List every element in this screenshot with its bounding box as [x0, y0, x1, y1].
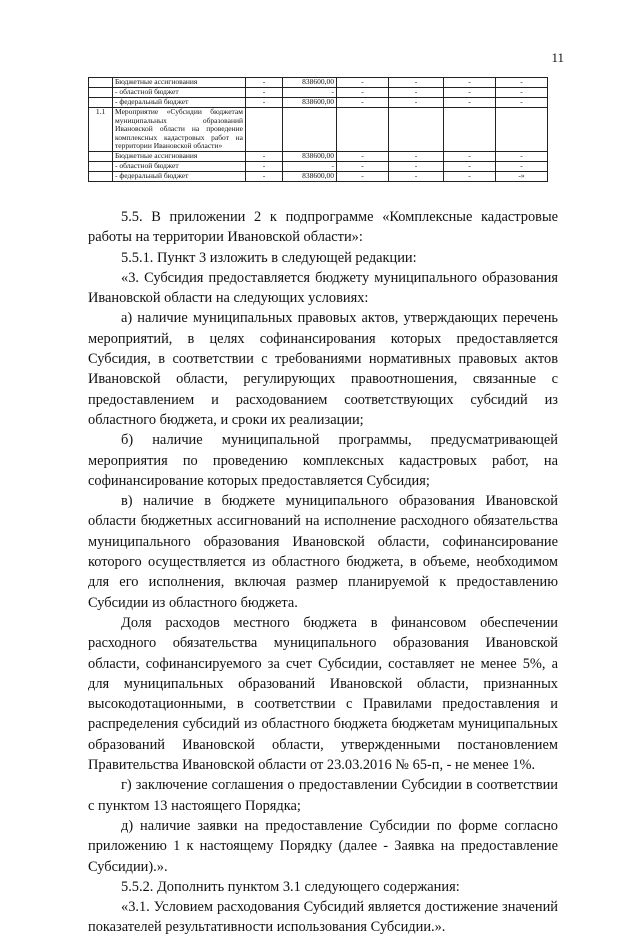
table-row	[89, 151, 548, 161]
paragraph: 5.5. В приложении 2 к подпрограмме «Комплексные кадастровые работы на территории Ивановской области»:	[88, 209, 558, 246]
budget-table	[88, 77, 548, 182]
table-row	[89, 161, 548, 171]
table-cell-name: Бюджетные ассигнования	[113, 78, 246, 88]
table-cell-value: -	[444, 171, 496, 181]
table-cell-value: -	[337, 98, 389, 108]
page-number: 11	[551, 50, 564, 65]
table-cell-number: 1.1	[89, 108, 113, 152]
table-cell-value: 838600,00	[283, 171, 337, 181]
table-cell-value: -	[246, 151, 283, 161]
table-cell-number	[89, 161, 113, 171]
table-cell-value: -	[246, 78, 283, 88]
table-cell-value: -	[444, 88, 496, 98]
table-cell-value: -	[337, 161, 389, 171]
table-cell-value	[496, 108, 548, 152]
table-cell-value: -	[389, 98, 444, 108]
table-cell-number	[89, 171, 113, 181]
table-cell-value	[444, 108, 496, 152]
table-cell-value: -	[389, 161, 444, 171]
paragraph: в) наличие в бюджете муниципального образования Ивановской области бюджетных ассигнований на исполнение расходного обязательства муниципального образования Ивановской области, софинансирование которого осуществляется из областного бюджета, в объеме, необходимом для его исполнения, включая размер планируемой к предоставлению Субсидии из областного бюджета.	[88, 493, 558, 611]
table-row	[89, 78, 548, 88]
table-cell-value: -	[389, 151, 444, 161]
table-cell-value: -	[444, 151, 496, 161]
table-cell-value: -	[246, 171, 283, 181]
table-row	[89, 108, 548, 152]
table-row	[89, 98, 548, 108]
table-cell-value: -»	[496, 171, 548, 181]
table-cell-number	[89, 88, 113, 98]
table-row	[89, 171, 548, 181]
table-cell-value: -	[337, 171, 389, 181]
table-cell-value: -	[337, 151, 389, 161]
table-cell-value	[283, 108, 337, 152]
table-cell-name: - областной бюджет	[113, 161, 246, 171]
table-cell-value	[246, 108, 283, 152]
table-cell-name: Мероприятие «Субсидии бюджетам муниципальных образований Ивановской области на проведение комплексных кадастровых работ на территории Ивановской области»	[113, 108, 246, 152]
table-cell-value: -	[496, 98, 548, 108]
table-cell-name: - федеральный бюджет	[113, 98, 246, 108]
table-cell-value: 838600,00	[283, 98, 337, 108]
table-cell-name: - федеральный бюджет	[113, 171, 246, 181]
paragraph: а) наличие муниципальных правовых актов, утверждающих перечень мероприятий, в целях софинансирования которых предоставляется Субсидия, в соответствии с требованиями нормативных правовых актов Ивановской области, регулирующих правоотношения, связанные с предоставлением и расходованием соответствующих субсидий из областного бюджета, и сроки их реализации;	[88, 310, 558, 428]
table-cell-value: 838600,00	[283, 151, 337, 161]
table-row	[89, 88, 548, 98]
paragraph: 5.5.1. Пункт 3 изложить в следующей редакции:	[121, 249, 417, 266]
paragraph: «3.1. Условием расходования Субсидий является достижение значений показателей результативности использования Субсидии.».	[88, 899, 558, 936]
paragraph: г) заключение соглашения о предоставлении Субсидии в соответствии с пунктом 13 настоящего Порядка;	[88, 777, 558, 814]
table-cell-number	[89, 151, 113, 161]
table-cell-value: -	[246, 161, 283, 171]
table-cell-value: -	[283, 161, 337, 171]
table-cell-value: -	[444, 161, 496, 171]
table-cell-value: -	[444, 78, 496, 88]
table-cell-value: -	[496, 88, 548, 98]
table-cell-value: -	[246, 88, 283, 98]
paragraph: 5.5.2. Дополнить пунктом 3.1 следующего содержания:	[121, 878, 460, 895]
paragraph: Доля расходов местного бюджета в финансовом обеспечении расходного обязательства муниципального образования Ивановской области, софинансируемого за счет Субсидии, составляет не менее 5%, а для муниципальных образований Ивановской области, признанных высокодотационными, в соответствии с Правилами предоставления и распределения субсидий из областного бюджета бюджетам муниципальных образований Ивановской области, утвержденными постановлением Правительства Ивановской области от 23.03.2016 № 65-п, - не менее 1%.	[88, 614, 558, 774]
table-cell-value	[389, 108, 444, 152]
paragraph: «3. Субсидия предоставляется бюджету муниципального образования Ивановской области на следующих условиях:	[88, 269, 558, 307]
table-cell-number	[89, 98, 113, 108]
table-cell-value: -	[389, 78, 444, 88]
table-cell-value	[337, 108, 389, 152]
table-cell-value: -	[496, 78, 548, 88]
document-body	[88, 207, 558, 938]
table-cell-value: -	[337, 88, 389, 98]
table-cell-value: -	[444, 98, 496, 108]
table-cell-value: -	[337, 78, 389, 88]
table-cell-name: - областной бюджет	[113, 88, 246, 98]
table-cell-value: -	[496, 151, 548, 161]
paragraph: б) наличие муниципальной программы, предусматривающей мероприятия по проведению комплексных кадастровых работ, на софинансирование которых предоставляется Субсидия;	[88, 432, 558, 489]
paragraph: д) наличие заявки на предоставление Субсидии по форме согласно приложению 1 к настоящему Порядку (далее - Заявка на предоставление Субсидии).».	[88, 817, 558, 875]
table-cell-value: -	[283, 88, 337, 98]
table-cell-name: Бюджетные ассигнования	[113, 151, 246, 161]
table-cell-value: -	[496, 161, 548, 171]
table-cell-value: 838600,00	[283, 78, 337, 88]
table-cell-value: -	[389, 88, 444, 98]
table-cell-value: -	[246, 98, 283, 108]
table-cell-value: -	[389, 171, 444, 181]
table-cell-number	[89, 78, 113, 88]
